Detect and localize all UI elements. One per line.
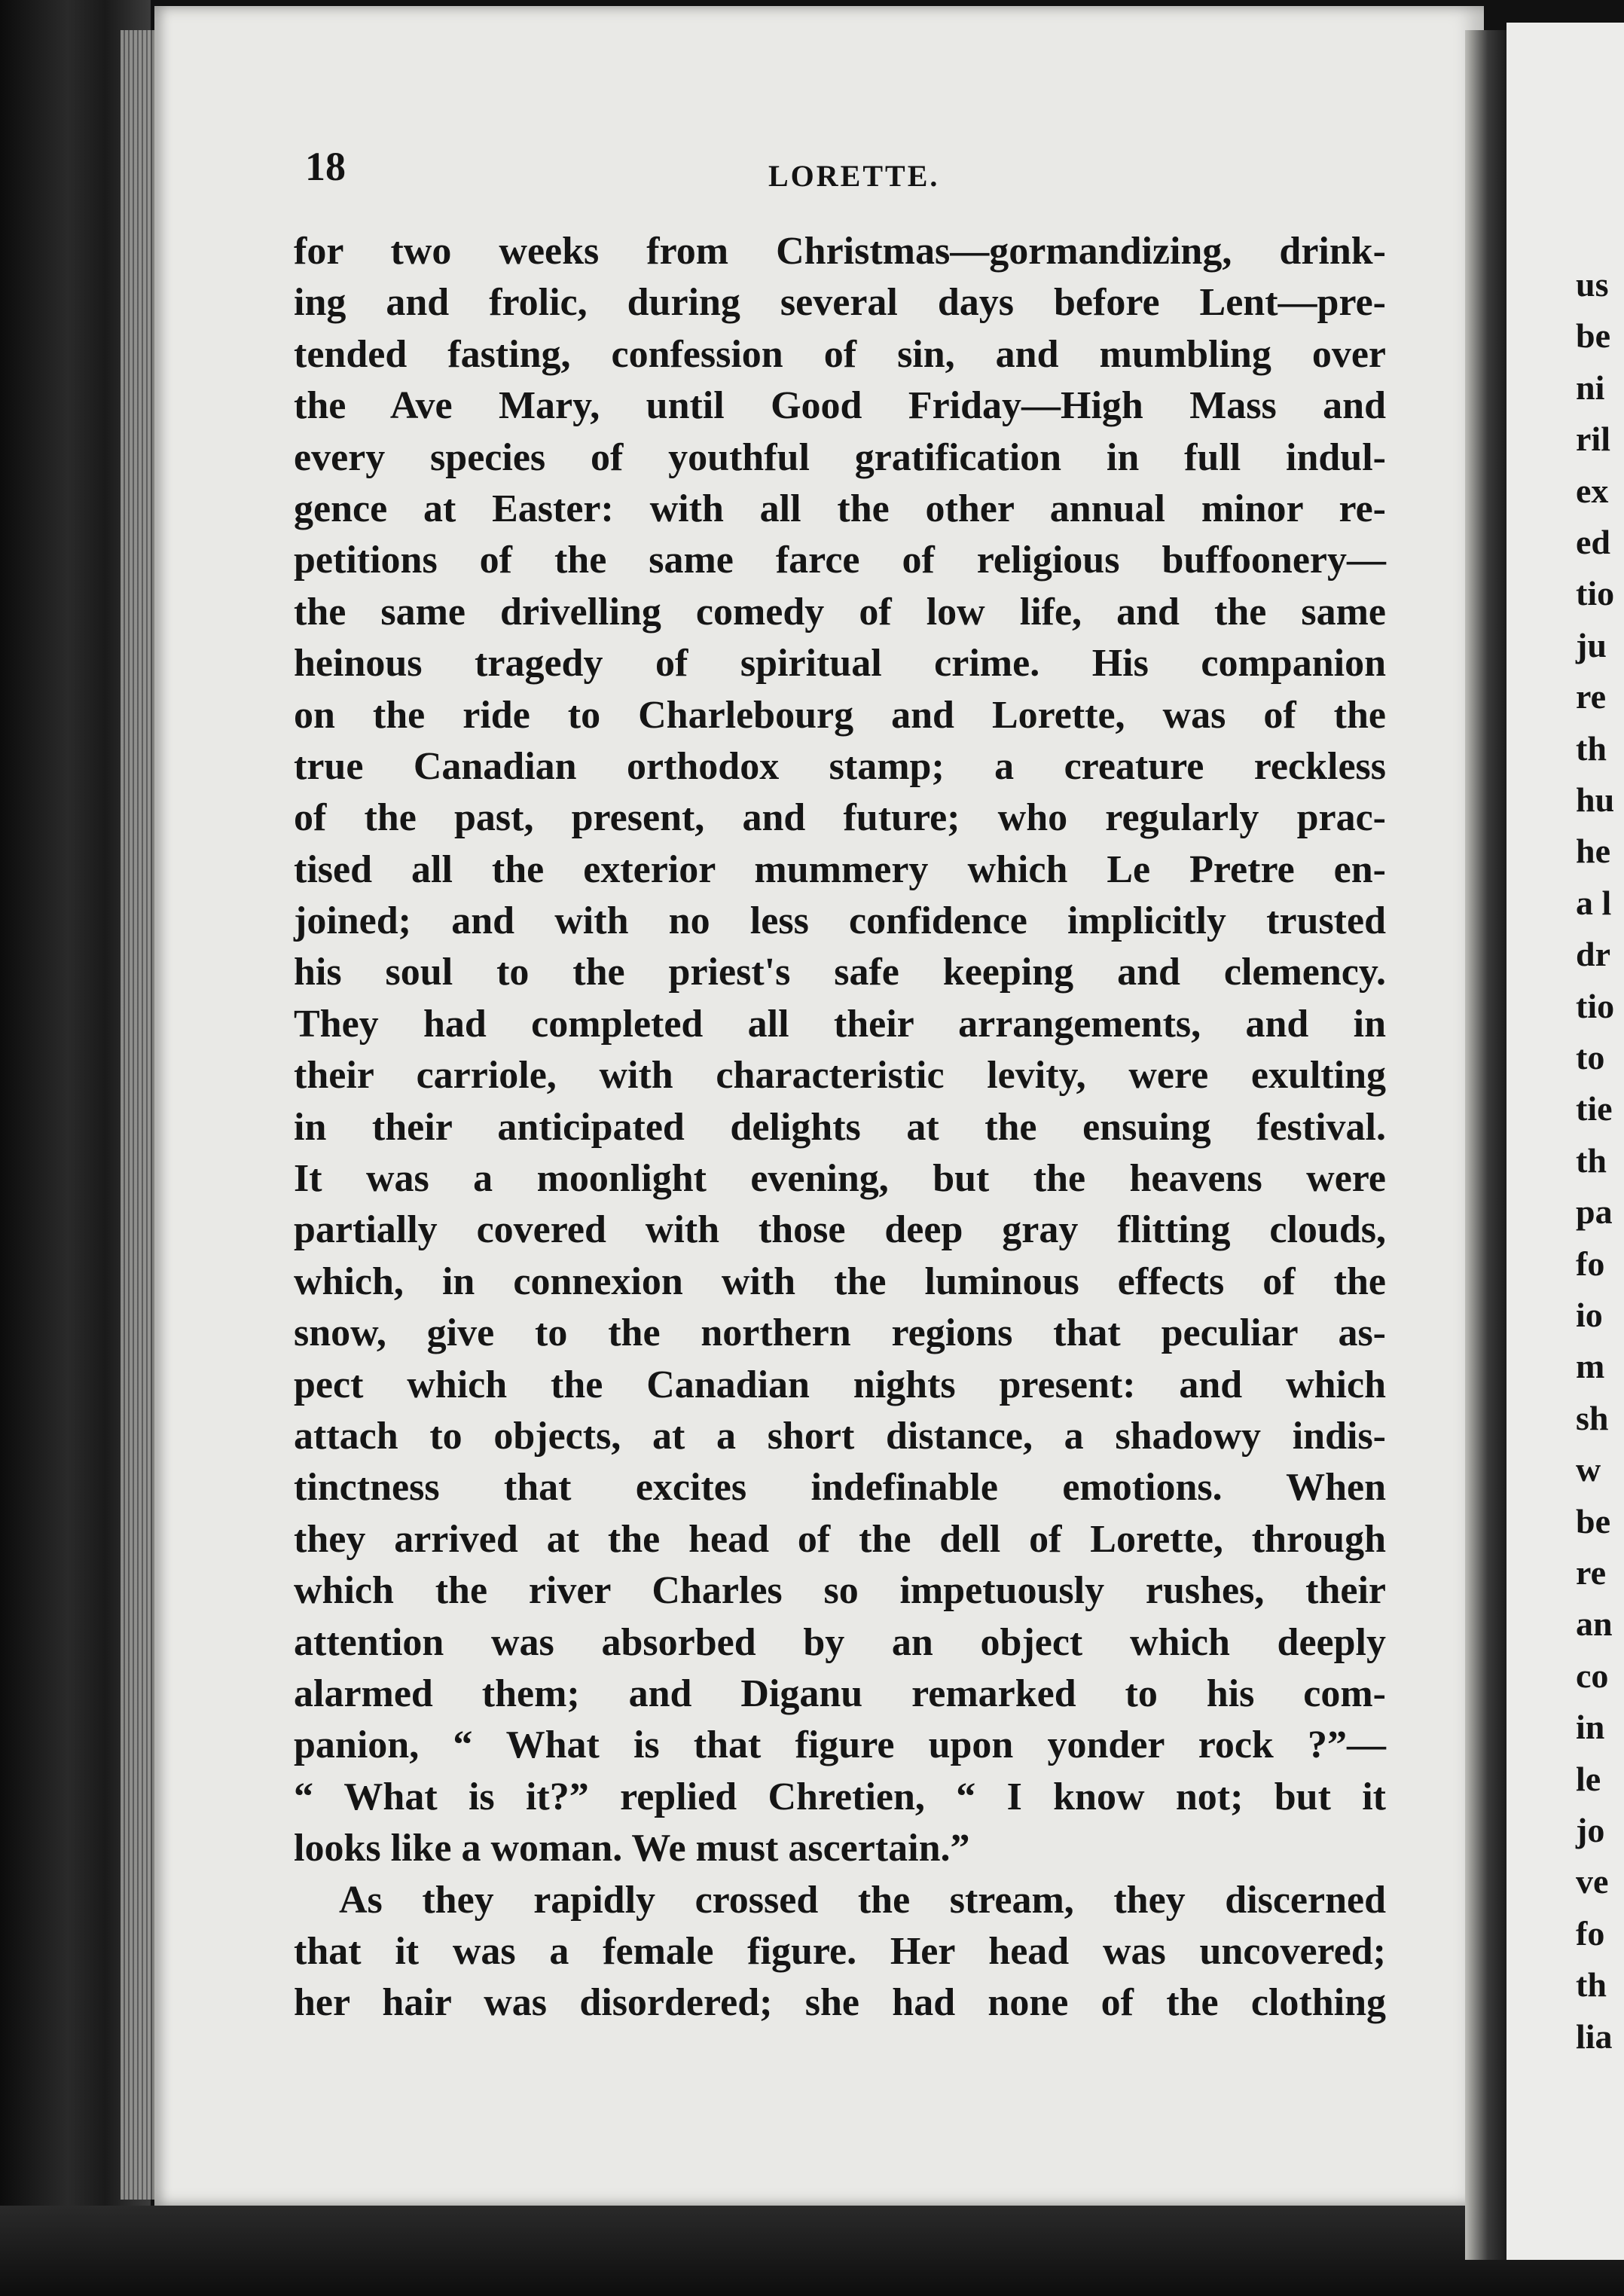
- facing-page-fragment: ed: [1576, 523, 1610, 561]
- text-line: petitions of the same farce of religious buffoonery—: [294, 539, 1386, 582]
- text-line: for two weeks from Christmas—gormandizing, drink-: [294, 230, 1386, 273]
- text-line: ing and frolic, during several days before Lent—pre-: [294, 281, 1386, 325]
- facing-page-fragment: th: [1576, 1140, 1607, 1180]
- facing-page-fragment: re: [1576, 677, 1607, 716]
- facing-page-fragment: in: [1576, 1708, 1605, 1747]
- text-line: snow, give to the northern regions that peculiar as-: [294, 1311, 1386, 1355]
- facing-page-fragment: an: [1576, 1604, 1613, 1644]
- text-line: every species of youthful gratification in full indul-: [294, 435, 1386, 479]
- text-line: true Canadian orthodox stamp; a creature reckless: [294, 744, 1386, 788]
- facing-page-fragment: tie: [1576, 1089, 1613, 1128]
- text-line: tended fasting, confession of sin, and mumbling over: [294, 332, 1386, 376]
- text-line: which the river Charles so impetuously rushes, their: [294, 1569, 1386, 1613]
- facing-page-fragment: be: [1576, 316, 1610, 356]
- facing-page-fragment: ex: [1576, 471, 1609, 510]
- text-line: they arrived at the head of the dell of Lorette, through: [294, 1517, 1386, 1561]
- text-line: joined; and with no less confidence implicitly trusted: [294, 899, 1386, 943]
- text-line: panion, “ What is that figure upon yonder rock ?”—: [294, 1724, 1386, 1767]
- text-line: attach to objects, at a short distance, a shadowy indis-: [294, 1414, 1386, 1458]
- text-line: “ What is it?” replied Chretien, “ I know not; but it: [294, 1775, 1386, 1818]
- facing-page-fragment: dr: [1576, 935, 1610, 974]
- facing-page-fragment: lia: [1576, 2017, 1613, 2056]
- facing-page-fragment: us: [1576, 265, 1609, 304]
- facing-page-fragment: he: [1576, 832, 1610, 871]
- facing-page-fragment: ve: [1576, 1862, 1609, 1901]
- running-title: LORETTE.: [768, 159, 940, 193]
- text-line: gence at Easter: with all the other annual minor re-: [294, 487, 1386, 530]
- text-line: on the ride to Charlebourg and Lorette, was of the: [294, 693, 1386, 737]
- facing-page-fragment: sh: [1576, 1398, 1609, 1437]
- book-cover-bottom: [0, 2206, 1624, 2296]
- facing-page-fragment: pa: [1576, 1192, 1613, 1232]
- text-line: tised all the exterior mummery which Le Pretre en-: [294, 847, 1386, 891]
- text-line: that it was a female figure. Her head was uncovered;: [294, 1929, 1386, 1973]
- facing-page-fragment: be: [1576, 1501, 1610, 1540]
- facing-page-fragment: th: [1576, 1965, 1607, 2004]
- text-line: their carriole, with characteristic levity, were exulting: [294, 1054, 1386, 1098]
- facing-page-fragment: re: [1576, 1553, 1607, 1592]
- text-line: They had completed all their arrangements, and in: [294, 1002, 1386, 1046]
- facing-page: [1506, 23, 1624, 2260]
- facing-page-fragment: ni: [1576, 368, 1605, 407]
- text-line: in their anticipated delights at the ensuing festival.: [294, 1105, 1386, 1149]
- facing-page-fragment: io: [1576, 1296, 1603, 1334]
- text-line: the same drivelling comedy of low life, and the same: [294, 590, 1386, 634]
- text-line: pect which the Canadian nights present: and which: [294, 1363, 1386, 1406]
- facing-page-fragment: ju: [1576, 625, 1607, 664]
- text-line: alarmed them; and Diganu remarked to his com-: [294, 1672, 1386, 1715]
- facing-page-fragment: fo: [1576, 1913, 1605, 1953]
- facing-page-fragment: le: [1576, 1759, 1601, 1798]
- facing-page-fragment: fo: [1576, 1244, 1605, 1283]
- text-line: of the past, present, and future; who regularly prac-: [294, 796, 1386, 840]
- text-line: the Ave Mary, until Good Friday—High Mass and: [294, 384, 1386, 428]
- text-line: tinctness that excites indefinable emotions. When: [294, 1466, 1386, 1510]
- page-number: 18: [305, 144, 346, 189]
- facing-page-fragment: w: [1576, 1450, 1601, 1489]
- book-gutter: [1465, 30, 1506, 2260]
- text-line: attention was absorbed by an object which deeply: [294, 1620, 1386, 1664]
- facing-page-fragment: to: [1576, 1038, 1605, 1076]
- text-line: his soul to the priest's safe keeping and clemency.: [294, 951, 1386, 994]
- facing-page-fragment: ril: [1576, 420, 1610, 459]
- facing-page-fragment: tio: [1576, 986, 1615, 1025]
- text-line: partially covered with those deep gray flitting clouds,: [294, 1208, 1386, 1252]
- text-line: looks like a woman. We must ascertain.”: [294, 1827, 970, 1870]
- text-line: It was a moonlight evening, but the heavens were: [294, 1157, 1386, 1201]
- facing-page-fragment: th: [1576, 728, 1607, 768]
- page-body-text: [294, 226, 1386, 2029]
- facing-page-fragment: co: [1576, 1656, 1609, 1695]
- text-line: which, in connexion with the luminous effects of the: [294, 1259, 1386, 1303]
- text-line: heinous tragedy of spiritual crime. His companion: [294, 642, 1386, 685]
- text-line: her hair was disordered; she had none of the clothing: [294, 1981, 1386, 2025]
- facing-page-fragment: m: [1576, 1347, 1605, 1386]
- text-line: As they rapidly crossed the stream, they discerned: [339, 1878, 1386, 1922]
- facing-page-fragment: jo: [1576, 1811, 1605, 1849]
- facing-page-fragment: hu: [1576, 780, 1615, 819]
- facing-page-fragment: a l: [1576, 883, 1612, 922]
- facing-page-fragment: tio: [1576, 574, 1615, 613]
